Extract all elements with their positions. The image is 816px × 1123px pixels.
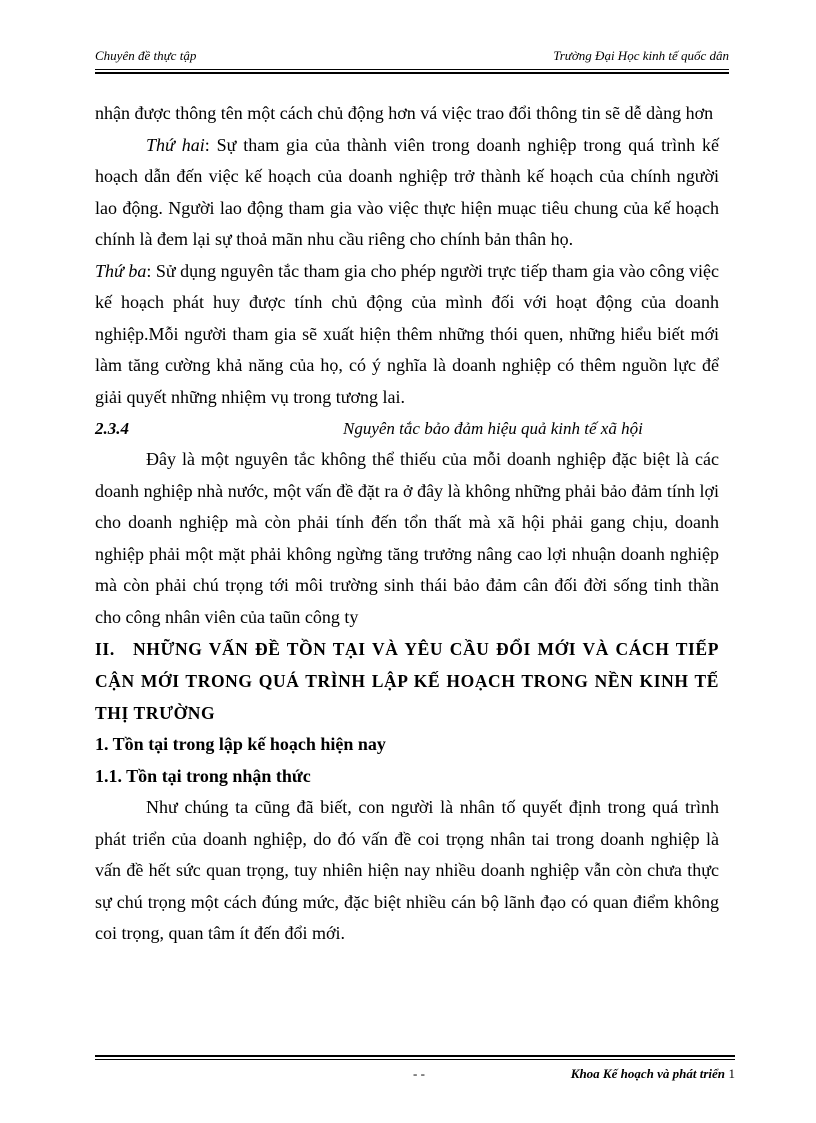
heading-level-1: 1. Tồn tại trong lập kế hoạch hiện nay xyxy=(95,734,386,754)
footer-center-text: - - xyxy=(413,1066,425,1081)
header-rule xyxy=(95,69,729,74)
subsection-title: Nguyên tắc bảo đảm hiệu quả kinh tế xã hội xyxy=(343,419,643,438)
paragraph-text: : Sử dụng nguyên tắc tham gia cho phép người trực tiếp tham gia vào công việc kế hoạch phát huy được tính chủ động của mình đối với hoạt động của doanh nghiệp.Mỗi người tham gia sẽ xuất hiện thêm những thói quen, những hiểu biết mới làm tăng cường khả năng của họ, có ý nghĩa là doanh nghiệp có thêm nguồn lực để giải quyết những nhiệm vụ trong tương lai. xyxy=(95,260,720,407)
paragraph-label: Thứ ba xyxy=(95,260,147,281)
section-number: II. xyxy=(95,639,115,659)
paragraph-text: : Sự tham gia của thành viên trong doanh nghiệp trong quá trình kế hoạch dẫn đến việc kế hoạch của doanh nghiệp trở thành kế hoạch của chính người lao động. Người lao động tham gia vào việc thực hiện muạc tiêu chung của kế hoạch chính là đem lại sự thoả mãn nhu cầu riêng cho chính bản thân họ. xyxy=(95,134,719,249)
page-number: 1 xyxy=(728,1066,735,1081)
subsection-number: 2.3.4 xyxy=(95,419,129,438)
paragraph-thu-hai xyxy=(95,130,719,256)
paragraph-label: Thứ hai xyxy=(146,134,205,155)
footer-rule xyxy=(95,1055,735,1060)
heading-level-2: 1.1. Tồn tại trong nhận thức xyxy=(95,765,311,786)
paragraph-thu-ba xyxy=(95,256,719,414)
section-title: NHỮNG VẤN ĐỀ TỒN TẠI VÀ YÊU CẦU ĐỔI MỚI VÀ CÁCH TIẾP CẬN MỚI TRONG QUÁ TRÌNH LẬP KẾ HOẠCH TRONG NỀN KINH TẾ THỊ TRƯỜNG xyxy=(95,639,719,723)
footer-right-text: Khoa Kế hoạch và phát triển xyxy=(570,1066,725,1081)
document-body xyxy=(95,98,719,950)
section-heading xyxy=(95,633,719,729)
page-header xyxy=(95,48,729,68)
paragraph-principle: Đây là một nguyên tắc không thể thiếu của mỗi doanh nghiệp đặc biệt là các doanh nghiệp nhà nước, một vấn đề đặt ra ở đây là không những phải bảo đảm tính lợi cho doanh nghiệp mà còn phải tính đến tổn thất mà xã hội phải gang chịu, doanh nghiệp phải một mặt phải không ngừng tăng trưởng nâng cao lợi nhuận doanh nghiệp mà còn phải chú trọng tới môi trường sinh thái bảo đảm cân đối đời sống tinh thần cho công nhân viên của taũn công ty xyxy=(95,449,719,627)
header-right-text: Trường Đại Học kinh tế quốc dân xyxy=(553,48,729,63)
header-left-text: Chuyên đề thực tập xyxy=(95,48,197,63)
paragraph-continuation: nhận được thông tên một cách chủ động hơn vá việc trao đổi thông tin sẽ dễ dàng hơn xyxy=(95,103,714,123)
paragraph-awareness: Như chúng ta cũng đã biết, con người là nhân tố quyết định trong quá trình phát triển của doanh nghiệp, do đó vấn đề coi trọng nhân tai trong doanh nghiệp là vấn đề hết sức quan trọng, tuy nhiên hiện nay nhiều doanh nghiệp vẫn còn chưa thực sự chú trọng một cách đúng mức, đặc biệt nhiều cán bộ lãnh đạo có quan điểm không coi trọng, quan tâm ít đến đổi mới. xyxy=(95,797,719,943)
page-footer xyxy=(95,1066,735,1084)
subsection-heading xyxy=(95,413,719,444)
